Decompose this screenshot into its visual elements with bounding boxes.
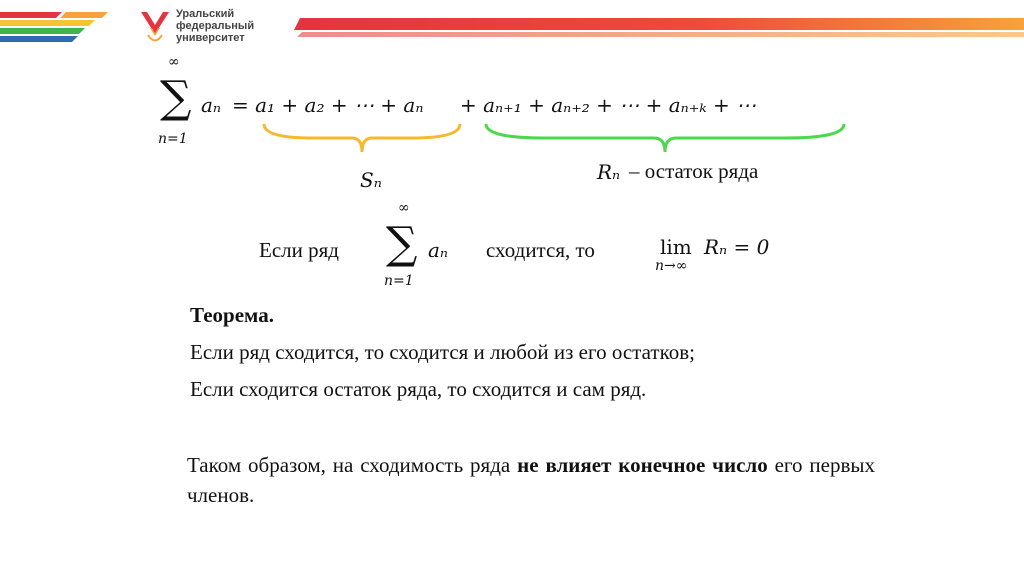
stripe-blue-left xyxy=(0,36,78,42)
sum1-term: aₙ xyxy=(201,93,222,117)
sum2-term: aₙ xyxy=(428,238,449,262)
condition-if-text: Если ряд xyxy=(259,238,339,262)
rn-description: – остаток ряда xyxy=(629,159,759,183)
sum2-upper-limit: ∞ xyxy=(398,200,410,216)
conclusion-bold-text: не влияет конечное число xyxy=(517,453,768,477)
sn-label: Sₙ xyxy=(360,168,382,192)
university-name xyxy=(176,8,326,44)
conclusion-text-2: его первых членов. xyxy=(187,453,876,507)
theorem-title: Теорема. xyxy=(190,303,274,327)
conclusion-text-1: Таком образом, на сходимость ряда xyxy=(187,453,518,477)
university-logo-icon xyxy=(138,8,172,44)
series-partial-terms: = a₁ + a₂ + ⋯ + aₙ xyxy=(232,93,424,117)
stripe-orange-left xyxy=(60,12,108,18)
theorem-statement-2: Если сходится остаток ряда, то сходится и сам ряд. xyxy=(190,377,647,401)
sum2-sigma: ∑ xyxy=(386,218,418,269)
brace-sn xyxy=(262,120,462,160)
logo-line-1: Уральский xyxy=(176,8,235,20)
logo-line-3: университет xyxy=(176,32,245,44)
series-remainder-terms: + aₙ₊₁ + aₙ₊₂ + ⋯ + aₙ₊ₖ + ⋯ xyxy=(460,93,757,117)
logo-line-2: федеральный xyxy=(176,20,255,32)
sum1-upper-limit: ∞ xyxy=(168,54,180,70)
stripe-green-left xyxy=(0,28,85,34)
stripe-right-light xyxy=(297,32,1024,37)
stripe-right-main xyxy=(294,18,1024,30)
brace-rn xyxy=(484,120,846,160)
stripe-yellow-left xyxy=(0,20,95,26)
condition-converges-text: сходится, то xyxy=(486,238,595,262)
sum1-lower-limit: n=1 xyxy=(158,131,188,147)
sum2-lower-limit: n=1 xyxy=(384,273,414,289)
stripe-red-left xyxy=(0,12,62,18)
rn-label: Rₙ xyxy=(597,160,621,184)
limit-expression: Rₙ = 0 xyxy=(704,235,770,259)
limit-symbol: lim xyxy=(660,235,692,259)
sum1-sigma: ∑ xyxy=(160,72,192,123)
theorem-statement-1: Если ряд сходится, то сходится и любой из его остатков; xyxy=(190,340,695,364)
conclusion-paragraph xyxy=(187,450,875,510)
limit-subscript: n→∞ xyxy=(655,258,688,274)
